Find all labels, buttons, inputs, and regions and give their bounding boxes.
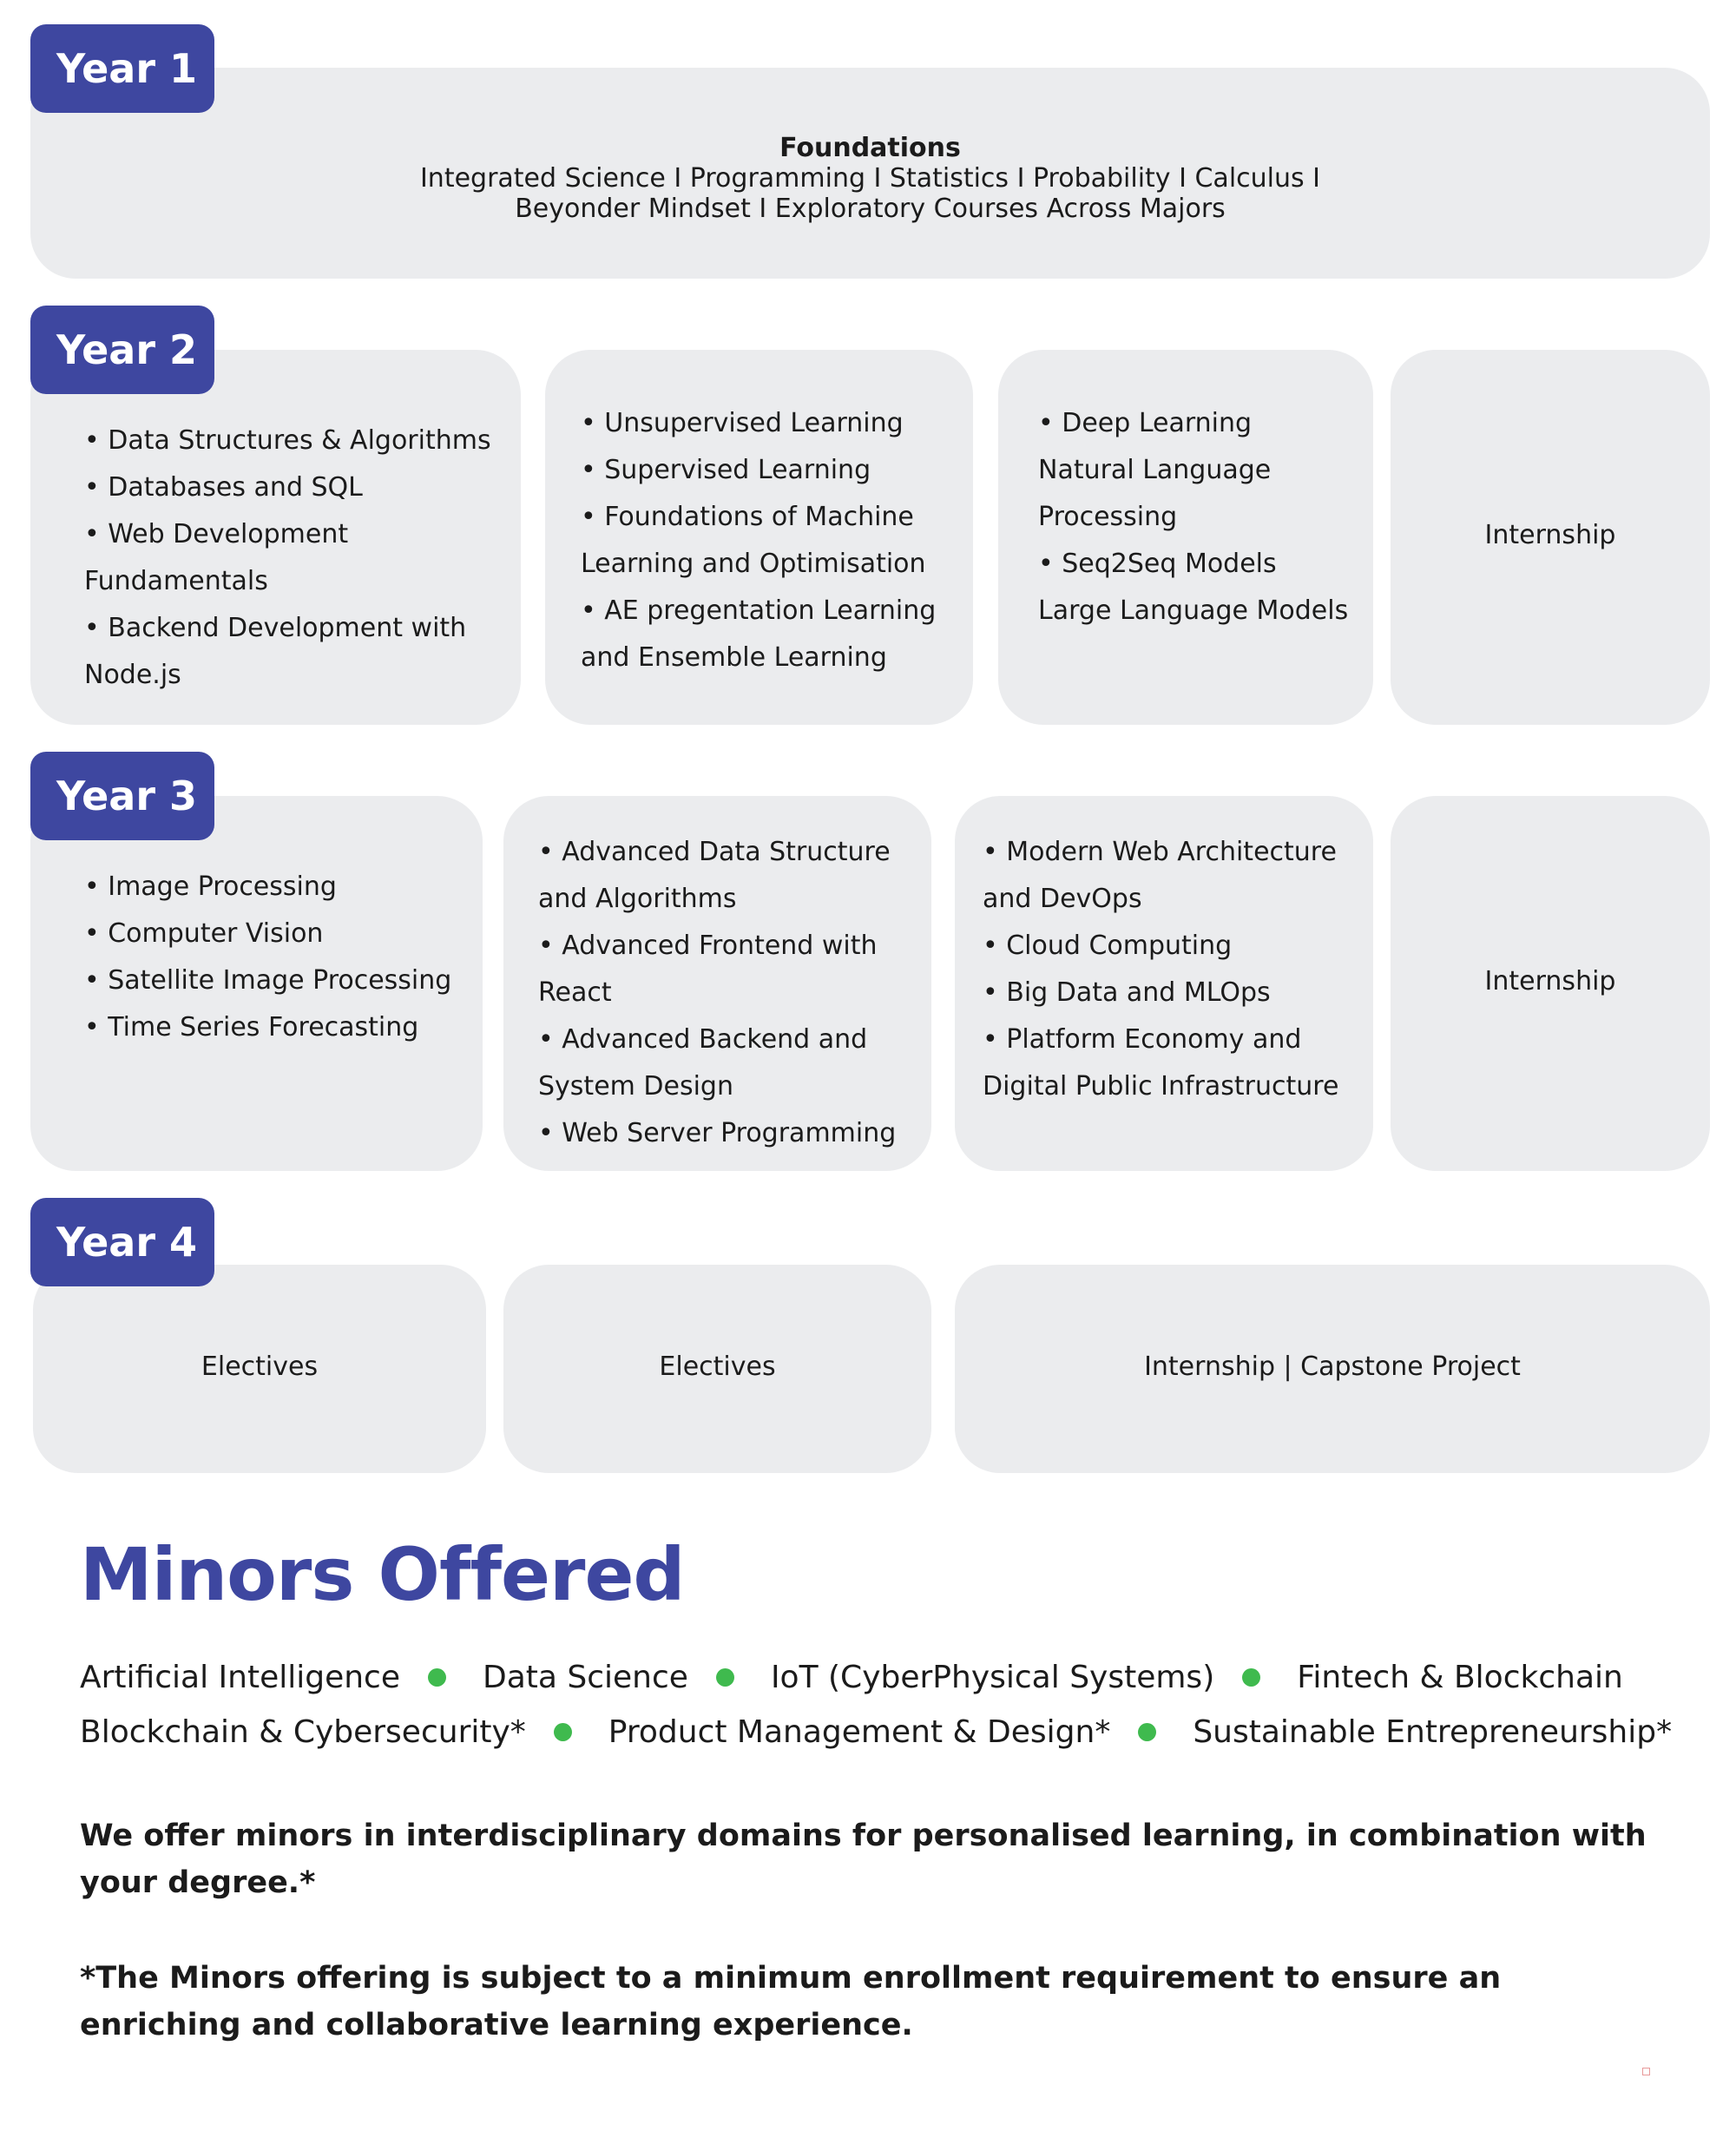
- year4-badge: Year 4: [30, 1198, 214, 1286]
- year3-card-4: [1391, 796, 1710, 1171]
- year2-badge: Year 2: [30, 306, 214, 394]
- course-item: Digital Public Infrastructure: [983, 1071, 1339, 1102]
- course-item: Learning and Optimisation: [581, 549, 926, 579]
- course-item: • AE pregentation Learning: [581, 595, 937, 626]
- minors-row-2: [80, 1714, 1672, 1750]
- course-item: Natural Language: [1038, 455, 1272, 485]
- minor-item: Product Management & Design*: [608, 1714, 1111, 1750]
- course-item: • Web Server Programming: [538, 1118, 897, 1148]
- course-item: • Web Development: [84, 519, 349, 549]
- internship-capstone-label: Internship | Capstone Project: [1144, 1352, 1521, 1382]
- minors-footnote: *The Minors offering is subject to a minimum enrollment requirement to ensure an enriching and collaborative learning experience.: [80, 1961, 1502, 2042]
- course-item: • Time Series Forecasting: [84, 1012, 419, 1042]
- course-item: • Satellite Image Processing: [84, 965, 452, 996]
- electives-label: Electives: [659, 1352, 776, 1382]
- minors-description: We offer minors in interdisciplinary domains for personalised learning, in combination with your degree.*: [80, 1819, 1647, 1900]
- year2-card-4: [1391, 350, 1710, 725]
- course-item: • Advanced Frontend with: [538, 931, 878, 961]
- internship-label: Internship: [1484, 966, 1616, 996]
- foundations-line: Beyonder Mindset I Exploratory Courses Across Majors: [515, 194, 1226, 224]
- corner-mark-icon: [1642, 2068, 1650, 2075]
- course-item: • Modern Web Architecture: [983, 837, 1337, 867]
- course-item: • Image Processing: [84, 871, 337, 902]
- year2-card-2: [545, 350, 973, 725]
- year3-card-3: [955, 796, 1373, 1171]
- course-item: • Big Data and MLOps: [983, 977, 1271, 1008]
- course-item: • Data Structures & Algorithms: [84, 425, 491, 456]
- course-item: Large Language Models: [1038, 595, 1349, 626]
- year3-col3-list: [983, 829, 1338, 1110]
- year3-card-1: [30, 796, 483, 1171]
- course-item: Node.js: [84, 660, 181, 690]
- electives-label: Electives: [201, 1352, 319, 1382]
- course-item: • Deep Learning: [1038, 408, 1253, 438]
- course-item: and Ensemble Learning: [581, 642, 887, 673]
- course-item: • Advanced Data Structure: [538, 837, 891, 867]
- course-item: • Supervised Learning: [581, 455, 871, 485]
- year3-badge: Year 3: [30, 752, 214, 840]
- course-item: React: [538, 977, 612, 1008]
- minors-heading: Minors Offered: [80, 1532, 685, 1617]
- minors-row-1: [80, 1660, 1623, 1695]
- course-item: • Platform Economy and: [983, 1024, 1302, 1055]
- course-item: • Databases and SQL: [84, 472, 363, 503]
- course-item: • Unsupervised Learning: [581, 408, 904, 438]
- year4-card-3: [955, 1265, 1710, 1473]
- bullet-dot-icon: [1242, 1668, 1260, 1687]
- minor-item: Fintech & Blockchain: [1297, 1660, 1623, 1695]
- course-item: Fundamentals: [84, 566, 268, 596]
- course-item: System Design: [538, 1071, 733, 1102]
- year2-card-3: [998, 350, 1373, 725]
- year4-card-1: [33, 1265, 486, 1473]
- course-item: • Seq2Seq Models: [1038, 549, 1277, 579]
- course-item: • Computer Vision: [84, 918, 324, 949]
- course-item: • Foundations of Machine: [581, 502, 914, 532]
- course-item: • Advanced Backend and: [538, 1024, 868, 1055]
- bullet-dot-icon: [716, 1668, 734, 1687]
- year2-card-1: [30, 350, 521, 725]
- minor-item: Sustainable Entrepreneurship*: [1193, 1714, 1673, 1750]
- minor-item: IoT (CyberPhysical Systems): [770, 1660, 1215, 1695]
- year1-foundations-card: [30, 68, 1710, 279]
- bullet-dot-icon: [428, 1668, 446, 1687]
- internship-label: Internship: [1484, 520, 1616, 550]
- year2-col1-list: [84, 418, 491, 699]
- year2-col2-list: [581, 400, 936, 681]
- year3-col2-list: [538, 829, 896, 1157]
- course-item: • Cloud Computing: [983, 931, 1233, 961]
- year2-col3-list: [1038, 400, 1348, 635]
- year3-col1-list: [84, 864, 451, 1051]
- course-item: Processing: [1038, 502, 1178, 532]
- year1-badge: Year 1: [30, 24, 214, 113]
- bullet-dot-icon: [1138, 1723, 1156, 1741]
- foundations-line: Integrated Science I Programming I Statistics I Probability I Calculus I: [419, 163, 1321, 194]
- course-item: • Backend Development with: [84, 613, 467, 643]
- year4-card-2: [503, 1265, 931, 1473]
- bullet-dot-icon: [554, 1723, 572, 1741]
- minor-item: Data Science: [482, 1660, 688, 1695]
- minor-item: Blockchain & Cybersecurity*: [80, 1714, 526, 1750]
- course-item: and Algorithms: [538, 884, 737, 914]
- foundations-title: Foundations: [779, 133, 961, 163]
- course-item: and DevOps: [983, 884, 1142, 914]
- minor-item: Artificial Intelligence: [80, 1660, 400, 1695]
- year3-card-2: [503, 796, 931, 1171]
